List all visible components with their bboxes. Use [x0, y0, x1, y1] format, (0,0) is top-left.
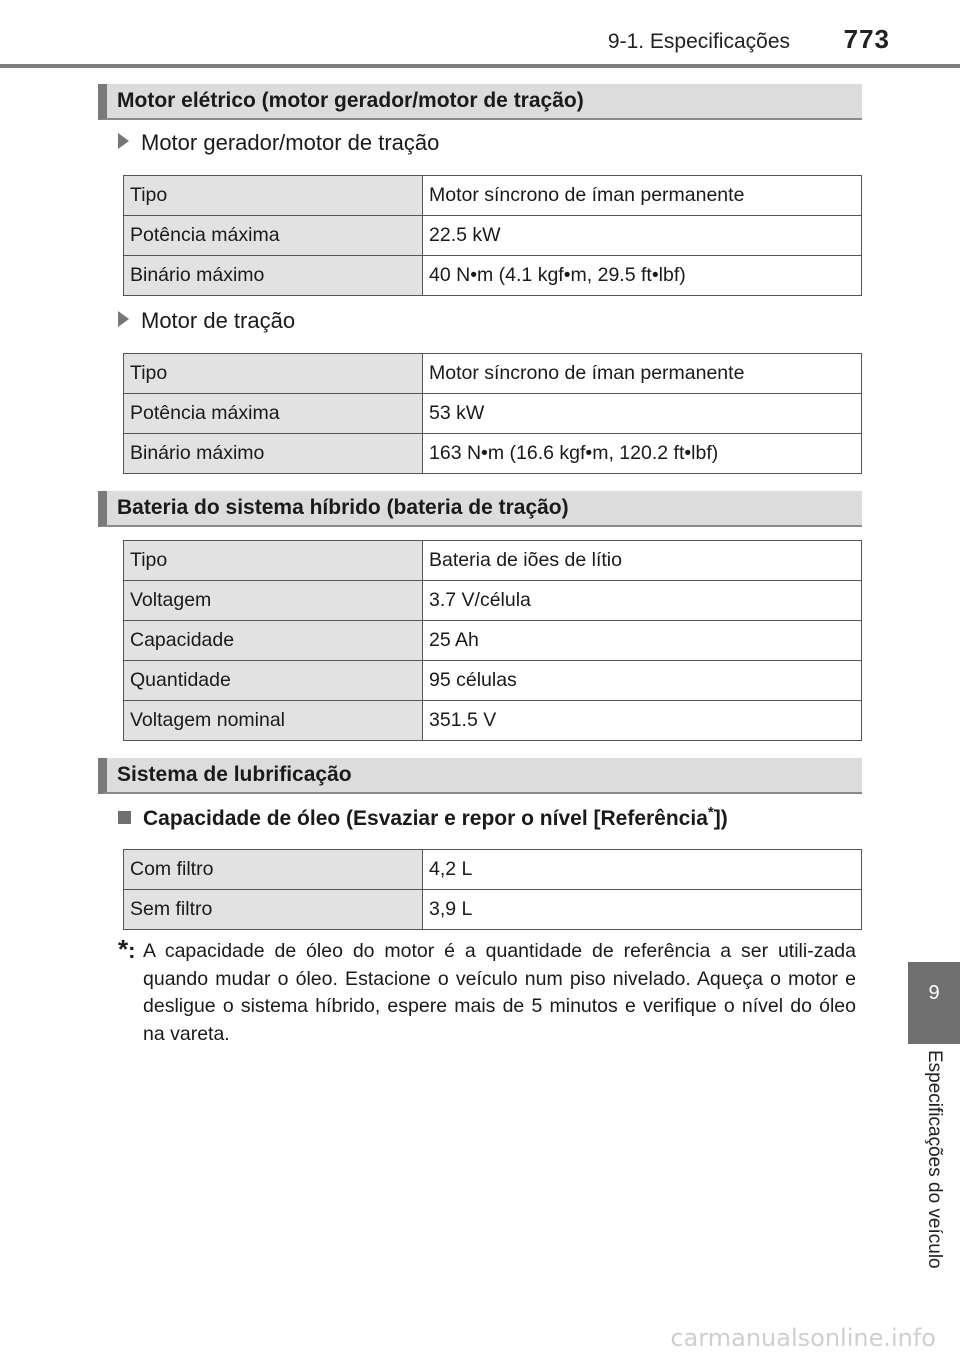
generator-spec-table	[123, 175, 862, 296]
spec-value: 25 Ah	[423, 621, 862, 661]
spec-key: Voltagem	[124, 581, 423, 621]
spec-value: 53 kW	[423, 394, 862, 434]
spec-key: Tipo	[124, 176, 423, 216]
table-row	[124, 701, 862, 741]
table-row	[124, 850, 862, 890]
header-rule	[0, 64, 960, 68]
subheading-text: Capacidade de óleo (Esvaziar e repor o nível [Referência	[143, 807, 708, 830]
spec-value: 3.7 V/célula	[423, 581, 862, 621]
section-heading-text: Motor elétrico (motor gerador/motor de tração)	[117, 89, 584, 112]
spec-value: 40 N•m (4.1 kgf•m, 29.5 ft•lbf)	[423, 256, 862, 296]
spec-key: Potência máxima	[124, 394, 423, 434]
chapter-label-text: Especificações do veículo	[924, 1050, 945, 1269]
section-heading-text: Bateria do sistema híbrido (bateria de tração)	[117, 496, 569, 519]
subheading-oil-capacity	[118, 804, 728, 831]
traction-spec-table	[123, 353, 862, 474]
subheading-end: ])	[713, 807, 728, 830]
battery-spec-table	[123, 540, 862, 741]
table-row	[124, 176, 862, 216]
section-heading-lubrication	[98, 758, 862, 794]
spec-value: Bateria de iões de lítio	[423, 541, 862, 581]
chapter-label	[908, 1050, 960, 1300]
spec-value: 22.5 kW	[423, 216, 862, 256]
section-heading-motor	[98, 84, 862, 120]
subheading-traction	[118, 308, 295, 334]
table-row	[124, 394, 862, 434]
footnote-text: A capacidade de óleo do motor é a quantidade de referência a ser utili-zada quando mudar o óleo. Estacione o veículo num piso nivelado. Aqueça o motor e desligue o sistema híbrido, espere mais de 5 minutos e verifique o nível do óleo na vareta.	[143, 940, 856, 1045]
spec-key: Capacidade	[124, 621, 423, 661]
subheading-text: Motor de tração	[141, 308, 296, 333]
table-row	[124, 661, 862, 701]
spec-value: 351.5 V	[423, 701, 862, 741]
oil-spec-table	[123, 849, 862, 930]
spec-key: Sem filtro	[124, 890, 423, 930]
table-row	[124, 216, 862, 256]
spec-key: Quantidade	[124, 661, 423, 701]
table-row	[124, 581, 862, 621]
table-row	[124, 541, 862, 581]
spec-value: Motor síncrono de íman permanente	[423, 176, 862, 216]
spec-value: Motor síncrono de íman permanente	[423, 354, 862, 394]
spec-key: Tipo	[124, 354, 423, 394]
spec-key: Binário máximo	[124, 256, 423, 296]
table-row	[124, 890, 862, 930]
spec-value: 95 células	[423, 661, 862, 701]
subheading-generator	[118, 130, 439, 156]
page-number: 773	[843, 24, 890, 54]
watermark: carmanualsonline.info	[670, 1324, 936, 1352]
table-row	[124, 256, 862, 296]
square-bullet-icon	[118, 811, 131, 824]
triangle-bullet-icon	[118, 133, 129, 149]
triangle-bullet-icon	[118, 311, 129, 327]
table-row	[124, 354, 862, 394]
asterisk-marker: *	[707, 804, 714, 821]
spec-value: 4,2 L	[423, 850, 862, 890]
spec-value: 163 N•m (16.6 kgf•m, 120.2 ft•lbf)	[423, 434, 862, 474]
chapter-number: 9	[928, 982, 940, 1004]
subheading-text: Motor gerador/motor de tração	[141, 130, 440, 155]
spec-value: 3,9 L	[423, 890, 862, 930]
section-title: 9-1. Especificações	[607, 30, 790, 53]
chapter-tab	[908, 962, 960, 1044]
spec-key: Binário máximo	[124, 434, 423, 474]
footnote-marker: *:	[118, 934, 136, 964]
section-heading-battery	[98, 491, 862, 527]
spec-key: Potência máxima	[124, 216, 423, 256]
spec-key: Com filtro	[124, 850, 423, 890]
table-row	[124, 621, 862, 661]
table-row	[124, 434, 862, 474]
spec-key: Voltagem nominal	[124, 701, 423, 741]
section-heading-text: Sistema de lubrificação	[117, 763, 352, 786]
footnote	[118, 934, 856, 1048]
spec-key: Tipo	[124, 541, 423, 581]
